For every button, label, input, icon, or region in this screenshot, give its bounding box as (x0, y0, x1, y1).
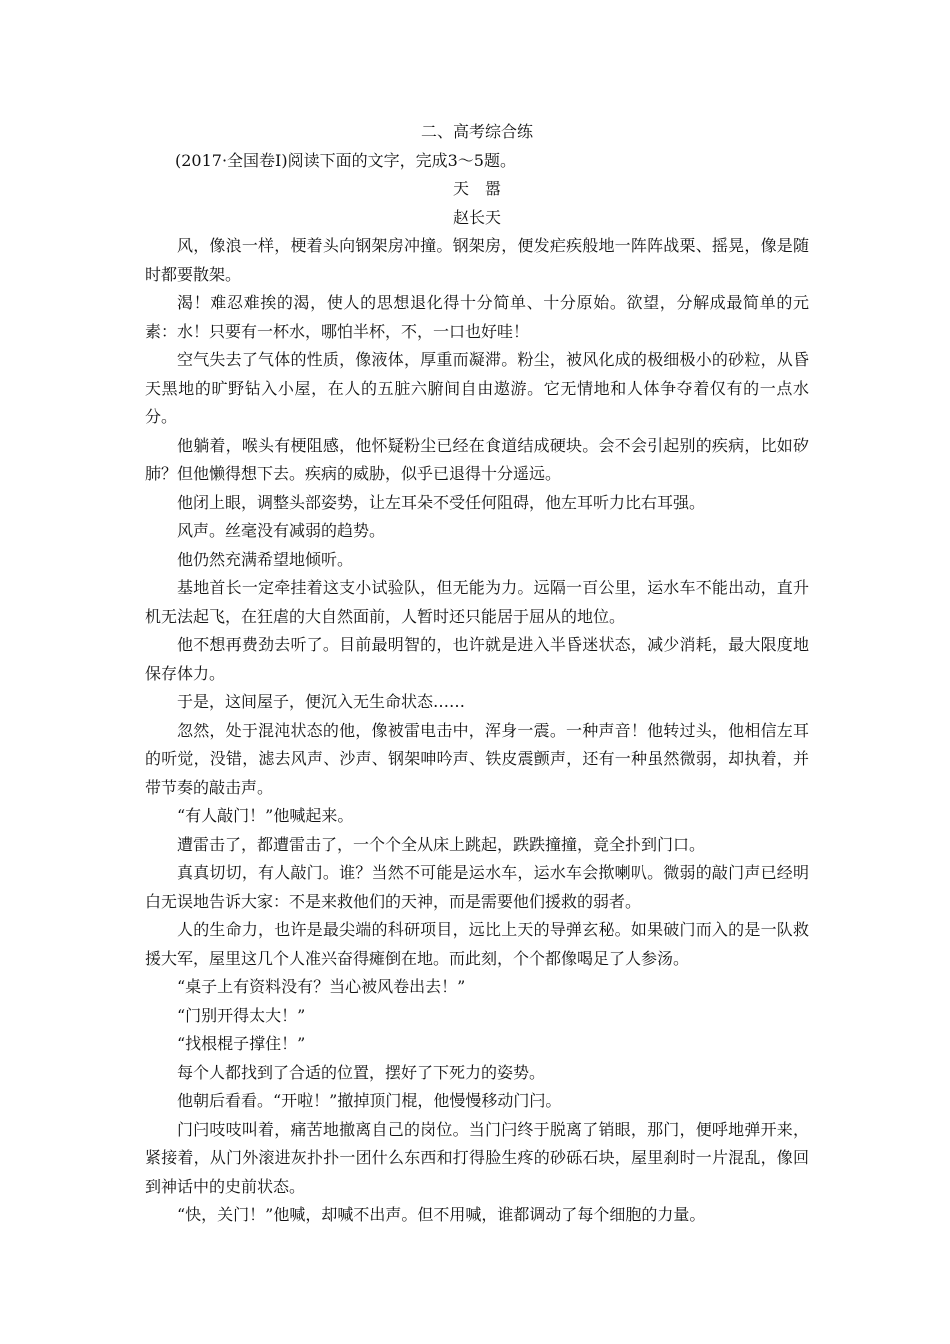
paragraph: 他仍然充满希望地倾听。 (177, 549, 354, 569)
paragraph: 遭雷击了，都遭雷击了，一个个全从床上跳起，跌跌撞撞，竟全扑到门口。 (177, 834, 706, 854)
dialogue-paragraph: “快，关门！”他喊，却喊不出声。但不用喊，谁都调动了每个细胞的力量。 (177, 1205, 706, 1224)
paragraph: 空气失去了气体的性质，像液体，厚重而凝滞。粉尘，被风化成的极细极小的砂粒，从昏天黑地的旷野钻入小屋，在人的五脏六腑间自由遨游。它无情地和人体争夺着仅有的一点水分。 (145, 350, 809, 426)
dialogue-paragraph: “有人敲门！”他喊起来。 (177, 806, 354, 825)
paragraph: 渴！难忍难挨的渴，使人的思想退化得十分简单、十分原始。欲望，分解成最简单的元素：水！只要有一杯水，哪怕半杯，不，一口也好哇！ (145, 293, 809, 341)
paragraph: 人的生命力，也许是最尖端的科研项目，远比上天的导弹玄秘。如果破门而入的是一队救援大军，屋里这几个人准兴奋得瘫倒在地。而此刻，个个都像喝足了人参汤。 (145, 920, 809, 968)
story-title: 天 嚣 (452, 179, 501, 198)
dialogue-paragraph: “找根棍子撑住！” (177, 1034, 306, 1053)
paragraph: 风，像浪一样，梗着头向钢架房冲撞。钢架房，便发疟疾般地一阵阵战栗、摇晃，像是随时都要散架。 (145, 236, 809, 284)
dialogue-paragraph: “桌子上有资料没有？当心被风卷出去！” (177, 977, 466, 996)
paragraph: 门闩吱吱叫着，痛苦地撤离自己的岗位。当门闩终于脱离了销眼，那门，便呼地弹开来，紧接着，从门外滚进灰扑扑一团什么东西和打得脸生疼的砂砾石块，屋里刹时一片混乱，像回到神话中的史前状态。 (145, 1119, 809, 1196)
paragraph: 真真切切，有人敲门。谁？当然不可能是运水车，运水车会揿喇叭。微弱的敲门声已经明白无误地告诉大家：不是来救他们的天神，而是需要他们援救的弱者。 (145, 863, 809, 911)
dialogue-paragraph: “门别开得太大！” (177, 1005, 306, 1025)
paragraph: 他不想再费劲去听了。目前最明智的，也许就是进入半昏迷状态，减少消耗，最大限度地保存体力。 (145, 635, 809, 683)
paragraph: 风声。丝毫没有减弱的趋势。 (177, 521, 386, 540)
paragraph: 基地首长一定牵挂着这支小试验队，但无能为力。远隔一百公里，运水车不能出动，直升机无法起飞，在狂虐的大自然面前，人暂时还只能居于屈从的地位。 (145, 578, 809, 626)
document-body (145, 118, 809, 1230)
paragraph: 他闭上眼，调整头部姿势，让左耳朵不受任何阻碍，他左耳听力比右耳强。 (177, 492, 706, 512)
question-instruction: (2017·全国卷Ⅰ)阅读下面的文字，完成3～5题。 (175, 150, 516, 170)
section-heading: 二、高考综合练 (420, 122, 533, 141)
paragraph: 他躺着，喉头有梗阻感，他怀疑粉尘已经在食道结成硬块。会不会引起别的疾病，比如矽肺？但他懒得想下去。疾病的威胁，似乎已退得十分遥远。 (145, 435, 809, 483)
paragraph: 于是，这间屋子，便沉入无生命状态…… (177, 692, 466, 711)
paragraph: 每个人都找到了合适的位置，摆好了下死力的姿势。 (177, 1062, 546, 1082)
paragraph: 他朝后看看。“开啦！”撤掉顶门棍，他慢慢移动门闩。 (177, 1091, 562, 1110)
story-author: 赵长天 (452, 207, 501, 227)
paragraph: 忽然，处于混沌状态的他，像被雷电击中，浑身一震。一种声音！他转过头，他相信左耳的听觉，没错，滤去风声、沙声、钢架呻吟声、铁皮震颤声，还有一种虽然微弱，却执着，并带节奏的敲击声。 (145, 720, 809, 797)
